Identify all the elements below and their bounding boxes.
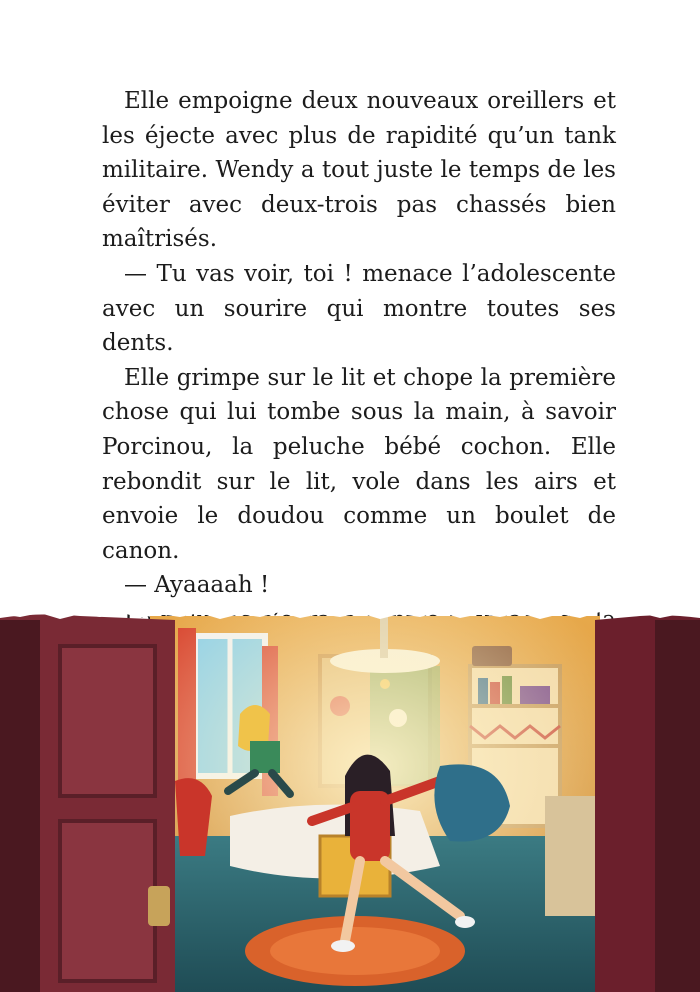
bedroom-illustration bbox=[0, 606, 700, 992]
door-handle bbox=[148, 886, 170, 926]
paragraph-1: Elle empoigne deux nouveaux oreillers et les éjecte avec plus de rapidité qu’un tank militaire. Wendy a tout juste le temps de les éviter avec deux-trois pas chassés bien maîtrisés. bbox=[102, 88, 616, 253]
bedroom-pillow-fight-illustration bbox=[0, 606, 700, 992]
paragraph-4: — Ayaaaah ! bbox=[124, 572, 270, 599]
paragraph-2: — Tu vas voir, toi ! menace l’adolescente avec un sourire qui montre toutes ses dents. bbox=[102, 260, 616, 357]
wendy-shirt bbox=[250, 741, 280, 773]
story-text bbox=[102, 84, 616, 672]
dresser bbox=[545, 796, 600, 916]
paragraph-3: Elle grimpe sur le lit et chope la première chose qui lui tombe sous la main, à savoir Porcinou, la peluche bébé cochon. Elle rebondit sur le lit, vole dans les airs et envoie le doudou comme un boulet de canon. bbox=[102, 364, 616, 564]
